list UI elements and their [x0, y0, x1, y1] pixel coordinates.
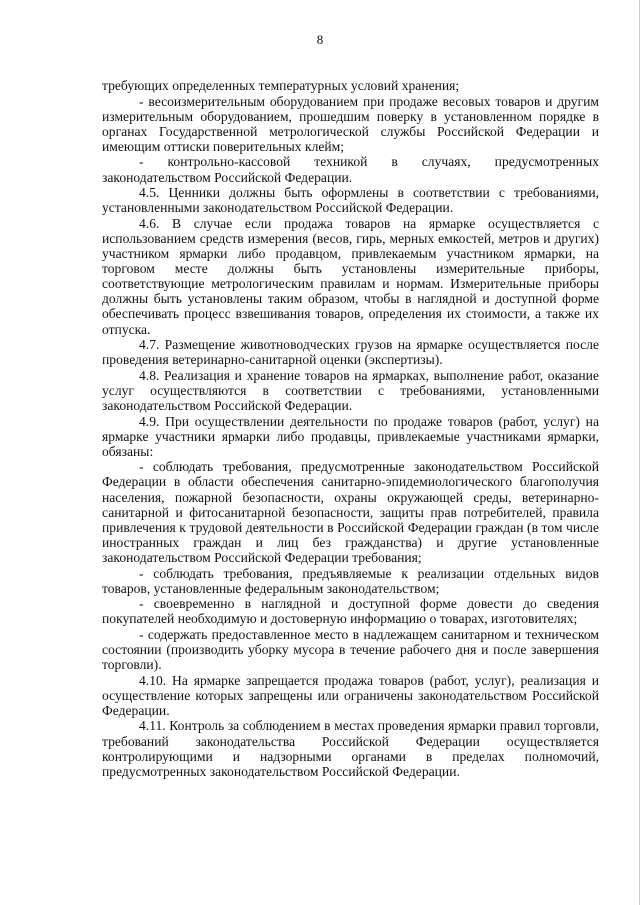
paragraph: 4.6. В случае если продажа товаров на ярмарке осуществляется с использованием средств измерения (весов, гирь, мерных емкостей, метров и других) участником ярмарки либо продавцом, привлекаемым участником ярмарки, на торговом месте должны быть установлены измерительные приборы, соответствующие метрологическим правилам и нормам. Измерительные приборы должны быть установлены таким образом, чтобы в наглядной и доступной форме обеспечивать процесс взвешивания товаров, определения их стоимости, а также их отпуска. — [102, 215, 599, 337]
paragraph: 4.8. Реализация и хранение товаров на ярмарках, выполнение работ, оказание услуг осуществляются в соответствии с требованиями, установленными законодательством Российской Федерации. — [102, 367, 599, 413]
paragraph: 4.10. На ярмарке запрещается продажа товаров (работ, услуг), реализация и осуществление которых запрещены или ограничены законодательством Российской Федерации. — [102, 672, 599, 718]
page-number: 8 — [316, 32, 324, 47]
paragraph: 4.7. Размещение животноводческих грузов на ярмарке осуществляется после проведения ветеринарно-санитарной оценки (экспертизы). — [102, 337, 599, 368]
paragraph: 4.11. Контроль за соблюдением в местах проведения ярмарки правил торговли, требований законодательства Российской Федерации осуществляется контролирующими и надзорными органами в пределах полномочий, предусмотренных законодательством Российской Федерации. — [102, 718, 599, 779]
paragraph: 4.9. При осуществлении деятельности по продаже товаров (работ, услуг) на ярмарке участники ярмарки либо продавцы, привлекаемые участниками ярмарки, обязаны: — [102, 413, 599, 459]
paragraph: - содержать предоставленное место в надлежащем санитарном и техническом состоянии (производить уборку мусора в течение рабочего дня и после завершения торговли). — [102, 626, 599, 673]
paragraph: требующих определенных температурных условий хранения; — [102, 78, 460, 93]
paragraph: - весоизмерительным оборудованием при продаже весовых товаров и другим измерительным оборудованием, прошедшим поверку в установленном порядке в органах Государственной метрологической службы Российской Федерации и имеющим оттиски поверительных клейм; — [102, 93, 599, 154]
paragraph: - своевременно в наглядной и доступной форме довести до сведения покупателей необходимую и достоверную информацию о товарах, изготовителях; — [102, 596, 599, 627]
paragraph: - соблюдать требования, предусмотренные законодательством Российской Федерации в области обеспечения санитарно-эпидемиологического благополучия населения, пожарной безопасности, охраны окружающей среды, ветеринарно-санитарной и фитосанитарной безопасности, защиты прав потребителей, правила привлечения к трудовой деятельности в Российской Федерации граждан (в том числе иностранных граждан и лиц без гражданства) и другие установленные законодательством Российской Федерации требования; — [102, 459, 599, 565]
document-body — [102, 78, 599, 779]
paragraph: - контрольно-кассовой техникой в случаях, предусмотренных законодательством Российской Федерации. — [102, 154, 599, 185]
paragraph: 4.5. Ценники должны быть оформлены в соответствии с требованиями, установленными законодательством Российской Федерации. — [102, 185, 599, 216]
paragraph: - соблюдать требования, предъявляемые к реализации отдельных видов товаров, установленные федеральным законодательством; — [102, 565, 599, 596]
